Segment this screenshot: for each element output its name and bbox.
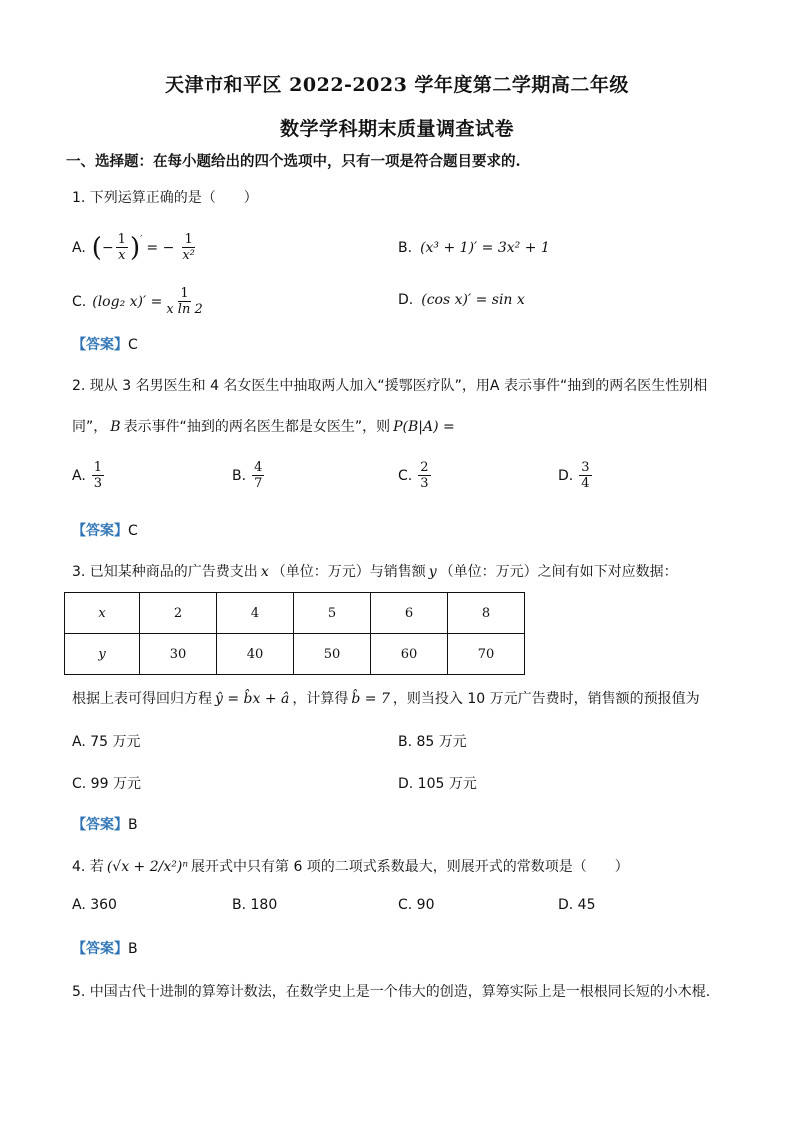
option-label: C. (72, 293, 87, 310)
question-4-option-c: C. 90 (398, 897, 435, 913)
table-cell: 70 (448, 634, 525, 675)
option-label: D. (398, 292, 414, 308)
question-2-stem-line2: 同”， B 表示事件“抽到的两名医生都是女医生”，则 P(B|A) = (72, 419, 455, 435)
table-cell: 40 (217, 634, 294, 675)
option-expression: (cos x)′ = sin x (421, 292, 525, 308)
table-cell: 50 (294, 634, 371, 675)
question-4-answer: 【答案】B (72, 941, 138, 957)
question-1-answer (72, 334, 138, 354)
table-cell: y (65, 634, 140, 675)
question-3-option-a: A. 75 万元 (72, 734, 141, 750)
section-heading: 一、选择题：在每小题给出的四个选项中，只有一项是符合题目要求的. (66, 153, 521, 170)
table-cell: 5 (294, 593, 371, 634)
question-2-answer: 【答案】C (72, 523, 138, 539)
question-1-option-d (398, 292, 525, 308)
answer-tag: 【答案】 (72, 337, 128, 353)
question-3-answer: 【答案】B (72, 817, 138, 833)
table-cell: 60 (371, 634, 448, 675)
question-3-stem: 3. 已知某种商品的广告费支出 x （单位：万元）与销售额 y （单位：万元）之间有如下对应数据： (72, 564, 678, 580)
question-2-stem-line1: 2. 现从 3 名男医生和 4 名女医生中抽取两人加入“援鄂医疗队”，用A 表示事件“抽到的两名医生性别相 (72, 378, 708, 394)
fraction: $\frac{1}{\text{x²}}$ (182, 232, 195, 263)
question-1-option-b (398, 240, 550, 256)
question-1-stem: 1. 下列运算正确的是（ ） (72, 190, 258, 206)
page-title-line1: 天津市和平区 2022-2023 学年度第二学期高二年级 (165, 74, 629, 96)
table-cell: 6 (371, 593, 448, 634)
question-2-option-c: C. $\frac{2}{3}$ (398, 460, 429, 491)
option-label: A. (72, 239, 86, 256)
table-cell: x (65, 593, 140, 634)
question-1-option-c (72, 286, 207, 317)
table-row (65, 634, 525, 675)
option-expression: (log₂ x)′ = (92, 293, 163, 310)
question-5-stem: 5. 中国古代十进制的算筹计数法，在数学史上是一个伟大的创造，算筹实际上是一根根同长短的小木棍. (72, 984, 711, 1000)
question-2-option-b: B. $\frac{4}{7}$ (232, 460, 263, 491)
page-title-line2: 数学学科期末质量调查试卷 (279, 118, 514, 140)
option-label: B. (398, 240, 413, 256)
table-cell: 2 (140, 593, 217, 634)
fraction: $\frac{1}{x}$ (117, 232, 126, 263)
question-2-option-d: D. $\frac{3}{4}$ (558, 460, 590, 491)
table-row (65, 593, 525, 634)
question-4-option-d: D. 45 (558, 897, 596, 913)
table-cell: 8 (448, 593, 525, 634)
question-3-option-d: D. 105 万元 (398, 776, 477, 792)
question-3-option-c: C. 99 万元 (72, 776, 141, 792)
question-4-option-b: B. 180 (232, 897, 278, 913)
data-table (64, 592, 525, 675)
table-cell: 30 (140, 634, 217, 675)
answer-value: C (128, 337, 138, 353)
question-2-option-a: A. $\frac{1}{3}$ (72, 460, 103, 491)
fraction: $\frac{1}{\text{x ln 2}}$ (166, 286, 203, 317)
question-3-followup: 根据上表可得回归方程 ŷ = b̂x + â ，计算得 b̂ = 7 ，则当投入 10 万元广告费时，销售额的预报值为 (72, 691, 700, 707)
question-1-option-a: A. ( − $\frac{1}{x}$ ) ′ = − $\frac{1}{\text{x²}}$ (72, 232, 195, 263)
option-expression: (x³ + 1)′ = 3x² + 1 (420, 240, 550, 256)
question-3-option-b: B. 85 万元 (398, 734, 467, 750)
question-4-stem: 4. 若 (√x + 2/x²)ⁿ 展开式中只有第 6 项的二项式系数最大，则展开式的常数项是（ ） (72, 859, 629, 875)
table-cell: 4 (217, 593, 294, 634)
question-4-option-a: A. 360 (72, 897, 117, 913)
